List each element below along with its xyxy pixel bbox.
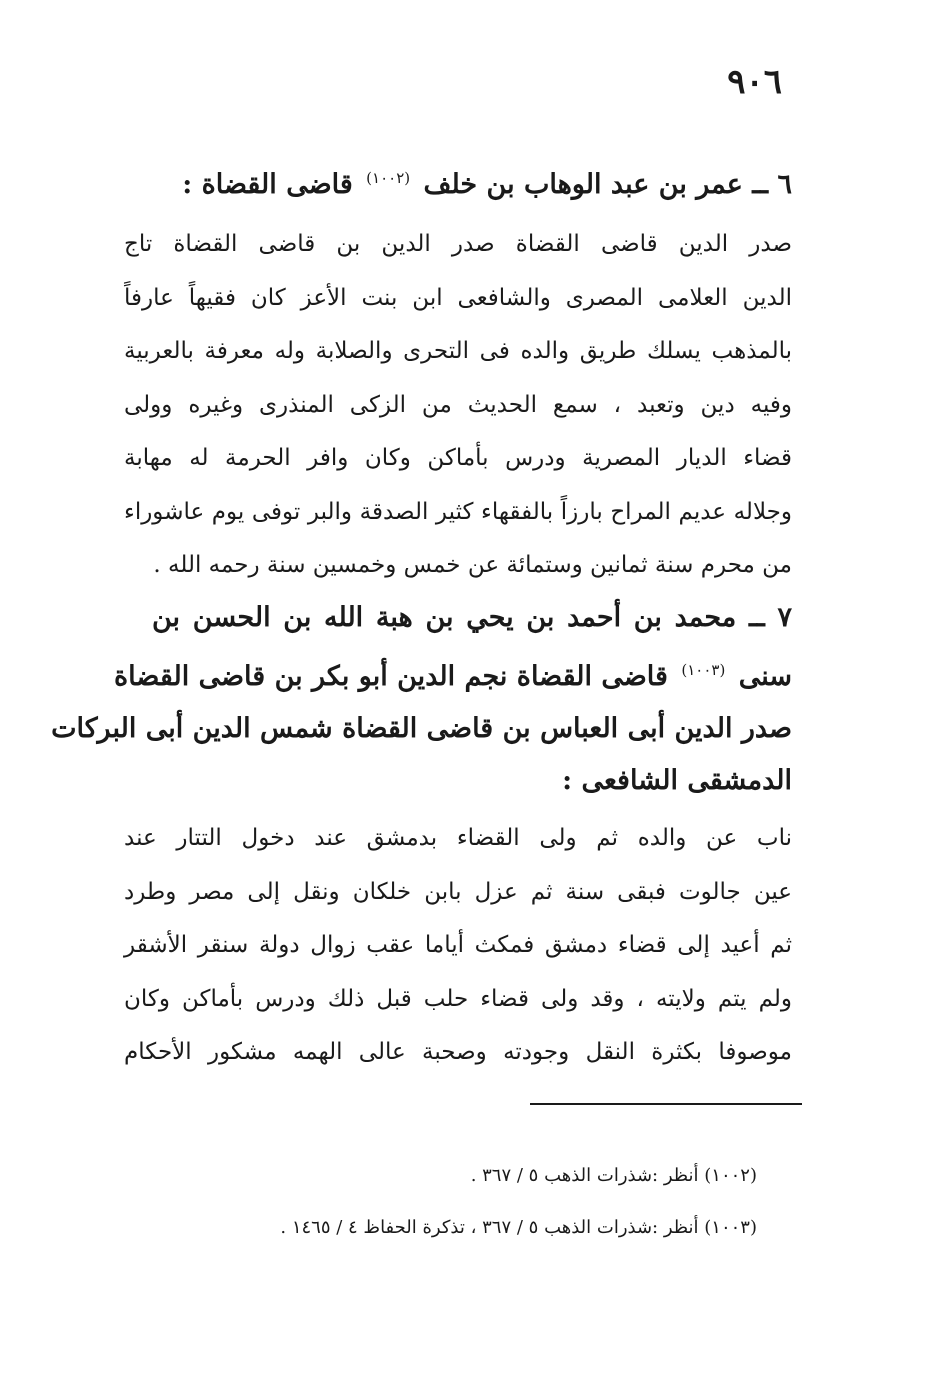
footnote-1002: (١٠٠٢) أنظر :شذرات الذهب ٥ / ٣٦٧ . (470, 1165, 757, 1186)
entry-6-line: بالمذهب يسلك طريق والده فى التحرى والصلابة وله معرفة بالعربية (124, 338, 792, 364)
entry-6-heading (152, 152, 792, 211)
entry-6-line: من محرم سنة ثمانين وستمائة عن خمس وخمسين سنة رحمه الله . (153, 552, 792, 578)
entry-6-body (124, 218, 792, 593)
entry-7-heading-line: الدمشقى الشافعى : (562, 765, 792, 796)
entry-7-heading-text: سنى (738, 661, 792, 692)
entry-7-line: ثم أعيد إلى قضاء دمشق فمكث أياما عقب زوال دولة سنقر الأشقر (124, 932, 792, 958)
footnote-ref-1003[interactable]: (١٠٠٣) (681, 661, 726, 679)
entry-7-heading-line: صدر الدين أبى العباس بن قاضى القضاة شمس الدين أبى البركات (51, 713, 792, 744)
entry-7-heading-line (114, 644, 792, 703)
entry-6-heading-title: قاضى القضاة : (182, 169, 353, 200)
footnote-ref-1002[interactable]: (١٠٠٢) (366, 169, 411, 187)
entry-7-heading-line: ٧ ــ محمد بن أحمد بن يحي بن هبة الله بن الحسن بن (152, 602, 792, 633)
page-number: ٩٠٦ (727, 62, 782, 102)
entry-6-line: وجلاله عديم المراح بارزاً بالفقهاء كثير الصدقة والبر توفى يوم عاشوراء (124, 498, 792, 525)
entry-6-line: قضاء الديار المصرية ودرس بأماكن وكان وافر الحرمة له مهابة (124, 445, 792, 471)
entry-7-line: ناب عن والده ثم ولى القضاء بدمشق عند دخول التتار عند (124, 825, 792, 851)
entry-6-line: صدر الدين قاضى القضاة صدر الدين بن قاضى القضاة تاج (124, 231, 792, 257)
entry-7-body (124, 812, 792, 1080)
footnote-separator (530, 1103, 802, 1105)
entry-7-line: عين جالوت فبقى سنة ثم عزل بابن خلكان ونقل إلى مصر وطرد (124, 878, 792, 905)
entry-6-line: وفيه دين وتعبد ، سمع الحديث من الزكى المنذرى وغيره وولى (124, 391, 792, 418)
entry-6-line: الدين العلامى المصرى والشافعى ابن بنت الأعز كان فقيهاً عارفاً (124, 284, 792, 311)
footnote-1003: (١٠٠٣) أنظر :شذرات الذهب ٥ / ٣٦٧ ، تذكرة الحفاظ ٤ / ١٤٦٥ . (280, 1217, 757, 1238)
entry-6-heading-text: ٦ ــ عمر بن عبد الوهاب بن خلف (423, 169, 792, 200)
footnotes (137, 1150, 757, 1254)
entry-7-heading-text: قاضى القضاة نجم الدين أبو بكر بن قاضى القضاة (114, 661, 668, 692)
entry-7-line: موصوفا بكثرة النقل وجودته وصحبة عالى الهمه مشكور الأحكام (124, 1039, 792, 1065)
entry-7-heading (51, 592, 792, 807)
entry-7-line: ولم يتم ولايته ، وقد ولى قضاء حلب قبل ذلك ودرس بأماكن وكان (124, 985, 792, 1012)
